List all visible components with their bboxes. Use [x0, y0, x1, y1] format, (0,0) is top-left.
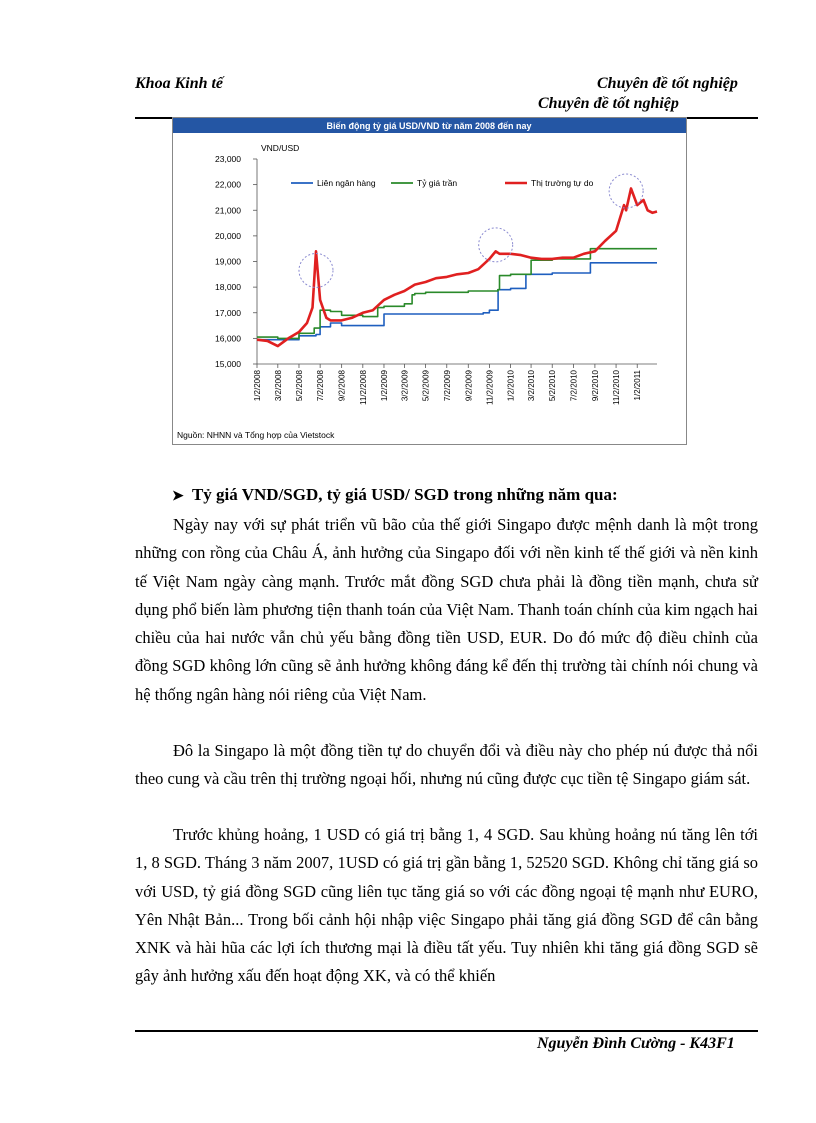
section-heading-text: Tỷ giá VND/SGD, tỷ giá USD/ SGD trong những năm qua:: [191, 485, 618, 504]
x-tick-label: 1/2/2011: [633, 370, 643, 401]
x-tick-label: 9/2/2008: [337, 370, 347, 402]
x-tick-label: 5/2/2009: [421, 370, 431, 402]
y-tick-label: 15,000: [215, 359, 241, 369]
y-axis-label: VND/USD: [261, 143, 300, 153]
chart-legend: [291, 178, 594, 188]
chart-title: Biến động tỷ giá USD/VND từ năm 2008 đến nay: [326, 121, 532, 131]
legend-label: Liên ngân hàng: [317, 178, 376, 188]
y-tick-label: 20,000: [215, 230, 241, 241]
paragraph-crisis-rates: Trước khủng hoảng, 1 USD có giá trị bằng 1, 4 SGD. Sau khủng hoảng nú tăng lên tới 1, 8 SGD. Tháng 3 năm 2007, 1USD có giá trị gần bằng 1, 52520 SGD. Không chỉ tăng giá so với USD, tỷ giá đồng SGD cũng liên tục tăng giá so với các đồng ngoại tệ mạnh như EURO, Yên Nhật Bản... Trong bối cảnh hội nhập việc Singapo phải tăng giá đồng SGD để cân bằng XNK và hài hũa các lợi ích thương mại là điều tất yếu. Tuy nhiên khi tăng giá đồng SGD sẽ gây ảnh hưởng xấu đến hoạt động XK, và có thể khiến: [135, 825, 758, 986]
x-tick-label: 5/2/2010: [548, 370, 558, 402]
paragraph-singapore-influence: Ngày nay với sự phát triển vũ bão của thế giới Singapo được mệnh danh là một trong những con rồng của Châu Á, ảnh hưởng của Singapo đối với nền kinh tế thế giới và nền kinh tế Việt Nam ngày càng mạnh. Trước mắt đồng SGD chưa phải là đồng tiền mạnh, chưa sử dụng phổ biến làm phương tiện thanh toán của Việt Nam. Thanh toán chính của kim ngạch hai chiều của hai nước vẫn chủ yếu bằng đồng tiền USD, EUR. Do đó mức độ điều chỉnh của đồng SGD không lớn cũng sẽ ảnh hưởng không đáng kể đến thị trường tài chính nói chung và hệ thống ngân hàng nói riêng của Việt Nam.: [135, 515, 758, 704]
annotation-layer: [299, 174, 643, 287]
x-tick-label: 1/2/2009: [379, 370, 389, 402]
chart-source: Nguồn: NHNN và Tổng hợp của Vietstock: [177, 430, 335, 440]
annotation-circle: [479, 228, 513, 262]
x-tick-label: 3/2/2009: [400, 370, 410, 402]
y-tick-label: 16,000: [215, 333, 241, 344]
footer-author: Nguyễn Đình Cường - K43F1: [537, 1035, 735, 1052]
footer-rule: [135, 1030, 758, 1032]
chart-svg: [173, 118, 686, 444]
y-tick-label: 18,000: [215, 282, 241, 293]
y-tick-label: 19,000: [215, 256, 241, 267]
annotation-circle: [609, 174, 643, 208]
x-tick-label: 11/2/2009: [485, 370, 495, 405]
legend-label: Tỷ giá trần: [417, 178, 458, 188]
x-tick-label: 3/2/2010: [527, 370, 537, 402]
legend-label: Thị trường tự do: [531, 178, 594, 188]
x-tick-label: 1/2/2008: [253, 370, 262, 402]
y-tick-label: 17,000: [215, 307, 241, 318]
y-tick-label: 23,000: [215, 154, 241, 164]
header-document-type-repeat: Chuyên đề tốt nghiệp: [538, 95, 679, 112]
series-line: [257, 189, 657, 347]
x-tick-label: 3/2/2008: [273, 370, 283, 402]
x-tick-label: 11/2/2010: [612, 370, 622, 405]
y-tick-label: 21,000: [215, 205, 241, 216]
arrow-bullet-icon: ➤: [172, 489, 184, 504]
header-document-type: Chuyên đề tốt nghiệp: [597, 75, 738, 92]
x-tick-label: 5/2/2008: [294, 370, 304, 402]
x-tick-label: 7/2/2010: [569, 370, 579, 402]
y-tick-label: 22,000: [215, 179, 241, 190]
x-tick-label: 9/2/2009: [464, 370, 474, 402]
x-tick-label: 1/2/2010: [506, 370, 516, 402]
paragraph-sgd-floating: Đô la Singapo là một đồng tiền tự do chuyển đổi và điều này cho phép nú được thả nổi theo cung và cầu trên thị trường ngoại hối, nhưng nú cũng được cục tiền tệ Singapo giám sát.: [135, 741, 758, 789]
x-tick-label: 9/2/2010: [590, 370, 600, 402]
section-heading: [172, 485, 618, 505]
header-faculty: Khoa Kinh tế: [135, 75, 224, 92]
x-tick-label: 7/2/2009: [442, 370, 452, 402]
exchange-rate-chart: [172, 117, 687, 445]
x-tick-label: 11/2/2008: [358, 370, 368, 405]
series-layer: [257, 189, 657, 347]
x-tick-label: 7/2/2008: [316, 370, 326, 402]
